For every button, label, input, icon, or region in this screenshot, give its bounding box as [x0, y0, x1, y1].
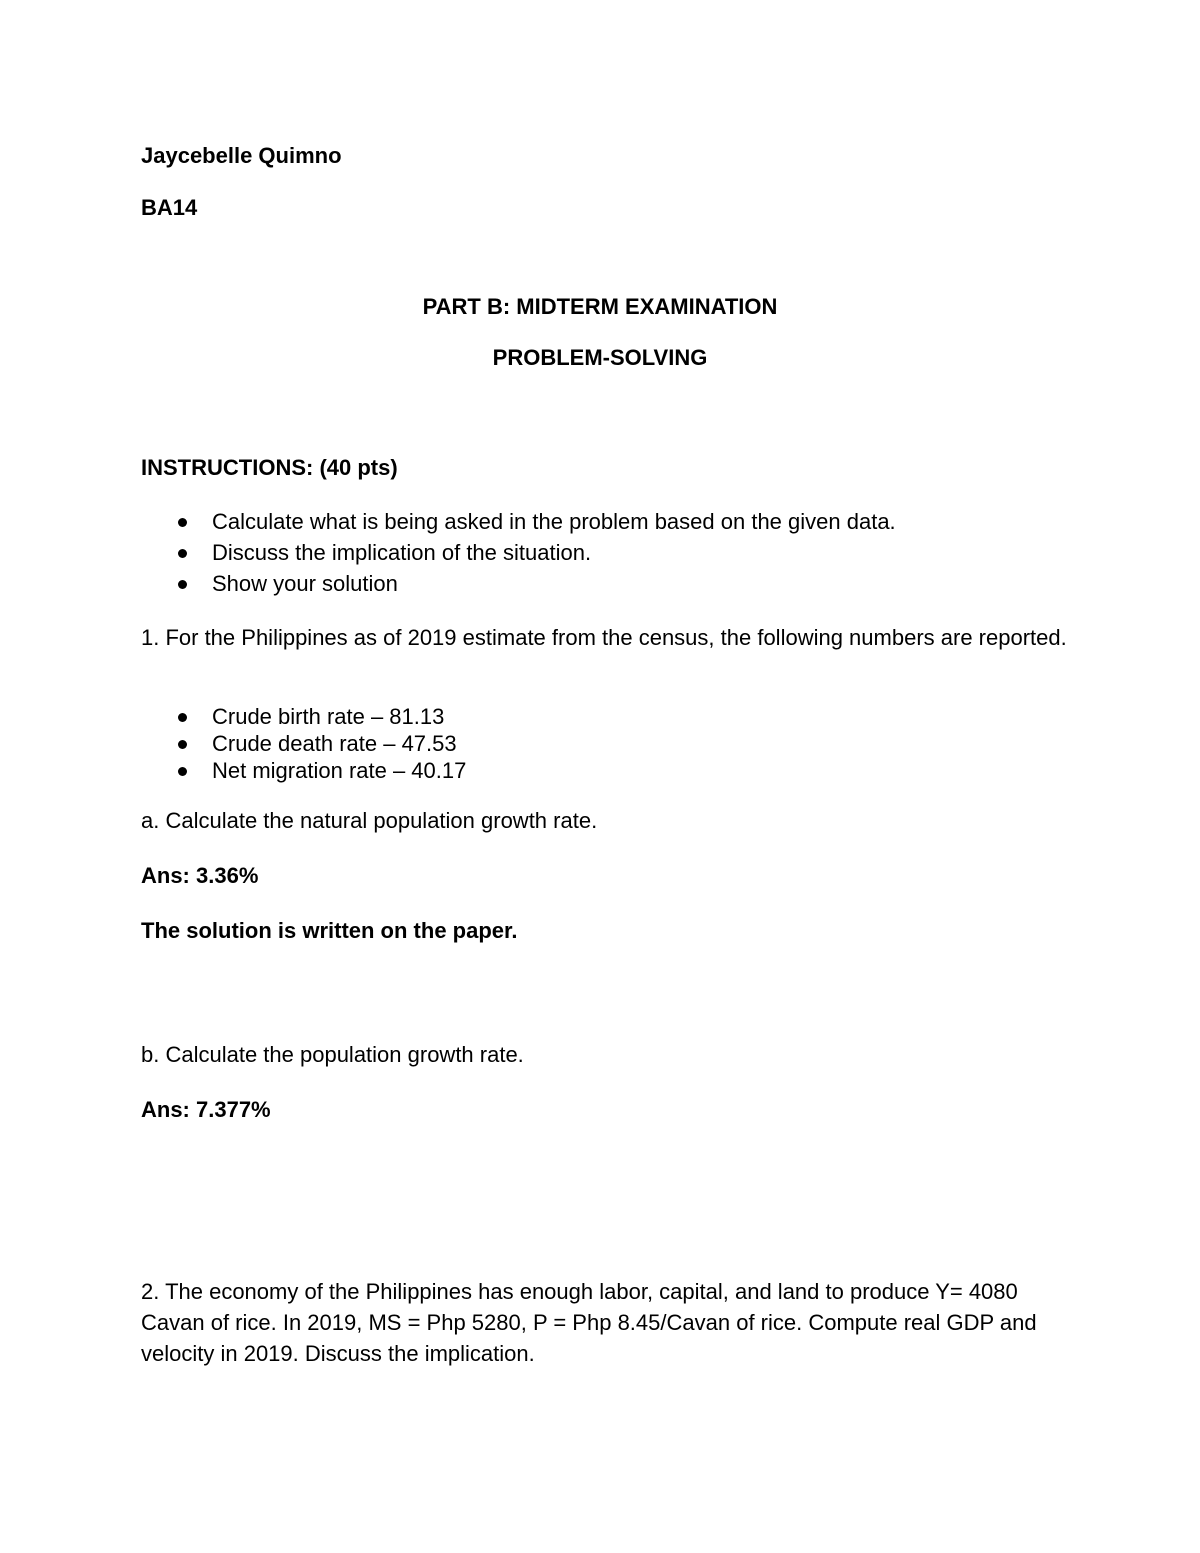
exam-subtitle: PROBLEM-SOLVING: [492, 345, 708, 370]
rates-list: [141, 703, 466, 784]
student-name: Jaycebelle Quimno: [141, 143, 342, 168]
problem-2-text: 2. The economy of the Philippines has enough labor, capital, and land to produce Y= 4080 Cavan of rice. In 2019, MS = Php 5280, P = Php 8.45/Cavan of rice. Compute real GDP and velocity in 2019. Discuss the implication.: [141, 1279, 1037, 1366]
bullet-icon: [178, 740, 187, 749]
instructions-heading: INSTRUCTIONS: (40 pts): [141, 455, 398, 480]
question-1b: b. Calculate the population growth rate.: [141, 1042, 524, 1067]
bullet-icon: [178, 767, 187, 776]
bullet-icon: [178, 549, 187, 558]
list-item: Net migration rate – 40.17: [141, 757, 466, 784]
answer-1b: Ans: 7.377%: [141, 1097, 271, 1122]
list-item: Crude birth rate – 81.13: [141, 703, 466, 730]
student-section: BA14: [141, 195, 198, 220]
list-item: Discuss the implication of the situation.: [141, 537, 896, 568]
instructions-list: [141, 506, 896, 599]
list-item: Show your solution: [141, 568, 896, 599]
list-item: Crude death rate – 47.53: [141, 730, 466, 757]
bullet-icon: [178, 580, 187, 589]
exam-title: PART B: MIDTERM EXAMINATION: [422, 294, 778, 319]
bullet-icon: [178, 713, 187, 722]
problem-1-text: 1. For the Philippines as of 2019 estimate from the census, the following numbers are reported.: [141, 625, 1067, 650]
answer-1a: Ans: 3.36%: [141, 863, 259, 888]
list-item: Calculate what is being asked in the problem based on the given data.: [141, 506, 896, 537]
bullet-icon: [178, 518, 187, 527]
question-1a: a. Calculate the natural population growth rate.: [141, 808, 598, 833]
solution-note: The solution is written on the paper.: [141, 918, 518, 943]
